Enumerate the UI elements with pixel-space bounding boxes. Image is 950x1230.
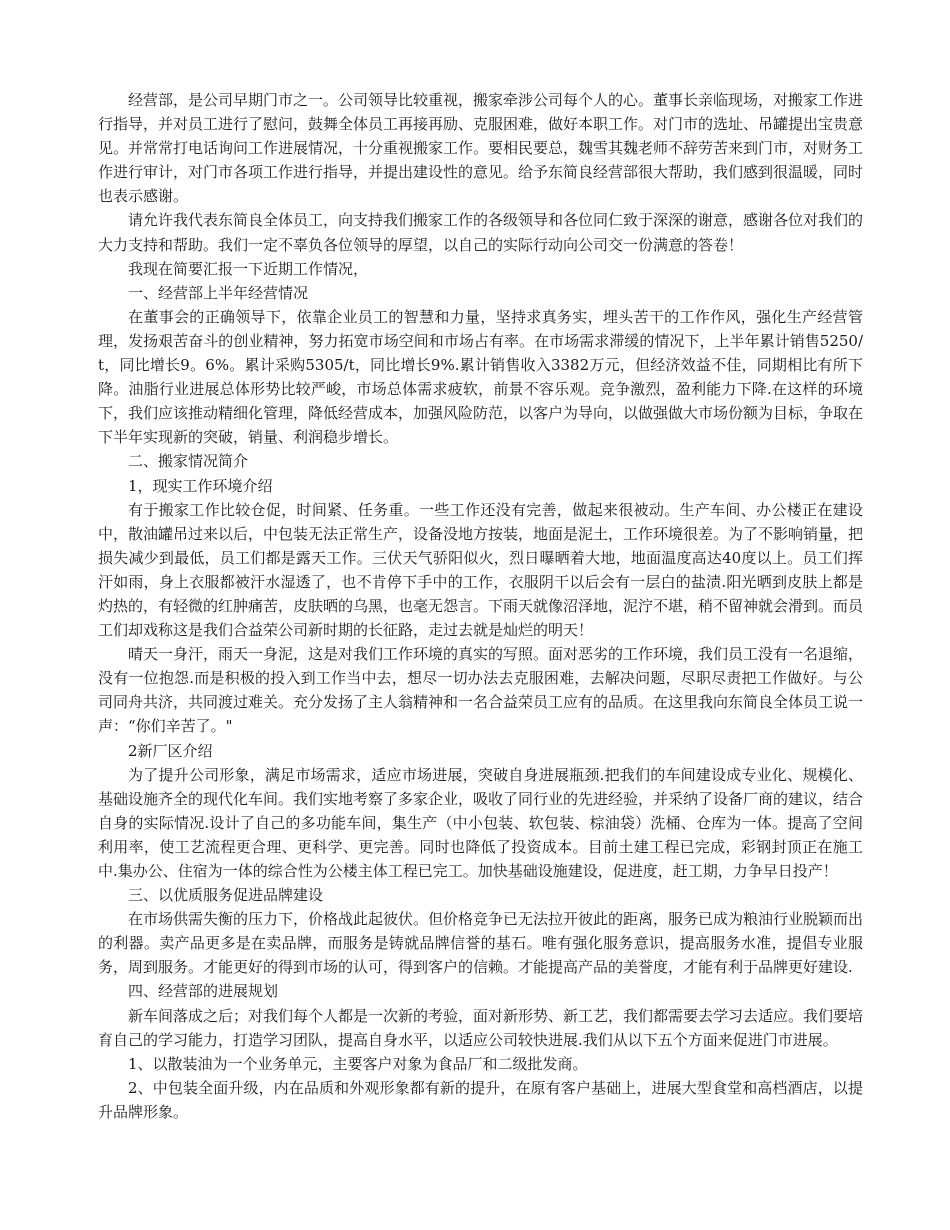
document-body: [98, 88, 863, 1124]
paragraph-5: 有于搬家工作比较仓促，时间紧、任务重。一些工作还没有完善，做起来很被动。生产车间、办公楼正在建设中，散油罐吊过来以后，中包装无法正常生产，设备没地方按装，地面是泥土，工作环境很差。为了不影响销量，把损失减少到最低，员工们都是露天工作。三伏天气骄阳似火，烈日曝晒着大地，地面温度高达40度以上。员工们挥汗如雨，身上衣服都被汗水湿透了，也不肯停下手中的工作，衣服阴干以后会有一层白的盐渍.阳光晒到皮肤上都是灼热的，有轻微的红肿痛苦，皮肤晒的乌黑，也毫无怨言。下雨天就像沼泽地，泥泞不堪，稍不留神就会滑到。而员工们却戏称这是我们合益荣公司新时期的长征路，走过去就是灿烂的明天！: [98, 500, 864, 640]
subsection-heading-1: 1，现实工作环境介绍: [128, 476, 273, 495]
paragraph-4: 在董事会的正确领导下，依靠企业员工的智慧和力量，坚持求真务实，埋头苦干的工作作风，强化生产经营管理，发扬艰苦奋斗的创业精神，努力拓宽市场空间和市场占有率。在市场需求滞缓的情况下，上半年累计销售5250/t，同比增长9。6%。累计采购5305/t，同比增长9%.累计销售收入3382万元，但经济效益不佳，同期相比有所下降。油脂行业进展总体形势比较严峻，市场总体需求疲软，前景不容乐观。竞争激烈，盈利能力下降.在这样的环境下，我们应该推动精细化管理，降低经营成本，加强风险防范，以客户为导向，以做强做大市场份额为目标，争取在下半年实现新的突破，销量、利润稳步增长。: [98, 307, 864, 447]
list-item-2: 2、中包装全面升级，内在品质和外观形象都有新的提升，在原有客户基础上，进展大型食堂和高档酒店，以提升品牌形象。: [98, 1078, 863, 1121]
section-heading-3: 三、以优质服务促进品牌建设: [128, 886, 324, 905]
paragraph-3: 我现在简要汇报一下近期工作情况，: [128, 259, 369, 278]
section-heading-2: 二、搬家情况简介: [128, 452, 249, 471]
subsection-heading-2: 2新厂区介绍: [128, 741, 213, 760]
list-item-1: 1、以散装油为一个业务单元，主要客户对象为食品厂和二级批发商。: [128, 1054, 588, 1073]
paragraph-2: 请允许我代表东简良全体员工，向支持我们搬家工作的各级领导和各位同仁致于深深的谢意，感谢各位对我们的大力支持和帮助。我们一定不辜负各位领导的厚望，以自己的实际行动向公司交一份满意的答卷！: [98, 211, 864, 254]
paragraph-8: 在市场供需失衡的压力下，价格战此起彼伏。但价格竞争已无法拉开彼此的距离，服务已成为粮油行业脱颖而出的利器。卖产品更多是在卖品牌，而服务是铸就品牌信誉的基石。唯有强化服务意识，提高服务水准，提倡专业服务，周到服务。才能更好的得到市场的认可，得到客户的信赖。才能提高产品的美誉度，才能有利于品牌更好建设.: [98, 910, 864, 977]
paragraph-6: 晴天一身汗，雨天一身泥，这是对我们工作环境的真实的写照。面对恶劣的工作环境，我们员工没有一名退缩，没有一位抱怨.而是积极的投入到工作当中去，想尽一切办法去克服困难，去解决问题，尽职尽责把工作做好。与公司同舟共济，共同渡过难关。充分发扬了主人翁精神和一名合益荣员工应有的品质。在这里我向东简良全体员工说一声：“你们辛苦了。": [98, 645, 864, 736]
paragraph-7: 为了提升公司形象，满足市场需求，适应市场进展，突破自身进展瓶颈.把我们的车间建设成专业化、规模化、基础设施齐全的现代化车间。我们实地考察了多家企业，吸收了同行业的先进经验，并采纳了设备厂商的建议，结合自身的实际情况.设计了自己的多功能车间，集生产（中小包装、软包装、棕油袋）洗桶、仓库为一体。提高了空间利用率，使工艺流程更合理、更科学、更完善。同时也降低了投资成本。目前土建工程已完成，彩钢封顶正在施工中.集办公、住宿为一体的综合性为公楼主体工程已完工。加快基础设施建设，促进度，赶工期，力争早日投产！: [98, 765, 864, 880]
section-heading-1: 一、经营部上半年经营情况: [128, 283, 309, 302]
paragraph-1: 经营部，是公司早期门市之一。公司领导比较重视，搬家牵涉公司每个人的心。董事长亲临现场，对搬家工作进行指导，并对员工进行了慰问，鼓舞全体员工再接再励、克服困难，做好本职工作。对门市的选址、吊罐提出宝贵意见。并常常打电话询问工作进展情况，十分重视搬家工作。要相民要总，魏雪其魏老师不辞劳苦来到门市，对财务工作进行审计，对门市各项工作进行指导，并提出建设性的意见。给予东简良经营部很大帮助，我们感到很温暖，同时也表示感谢。: [98, 91, 864, 206]
section-heading-4: 四、经营部的进展规划: [128, 982, 279, 1001]
paragraph-9: 新车间落成之后；对我们每个人都是一次新的考验，面对新形势、新工艺，我们都需要去学习去适应。我们要培育自己的学习能力，打造学习团队，提高自身水平，以适应公司较快进展.我们从以下五个方面来促进门市进展。: [98, 1006, 864, 1049]
